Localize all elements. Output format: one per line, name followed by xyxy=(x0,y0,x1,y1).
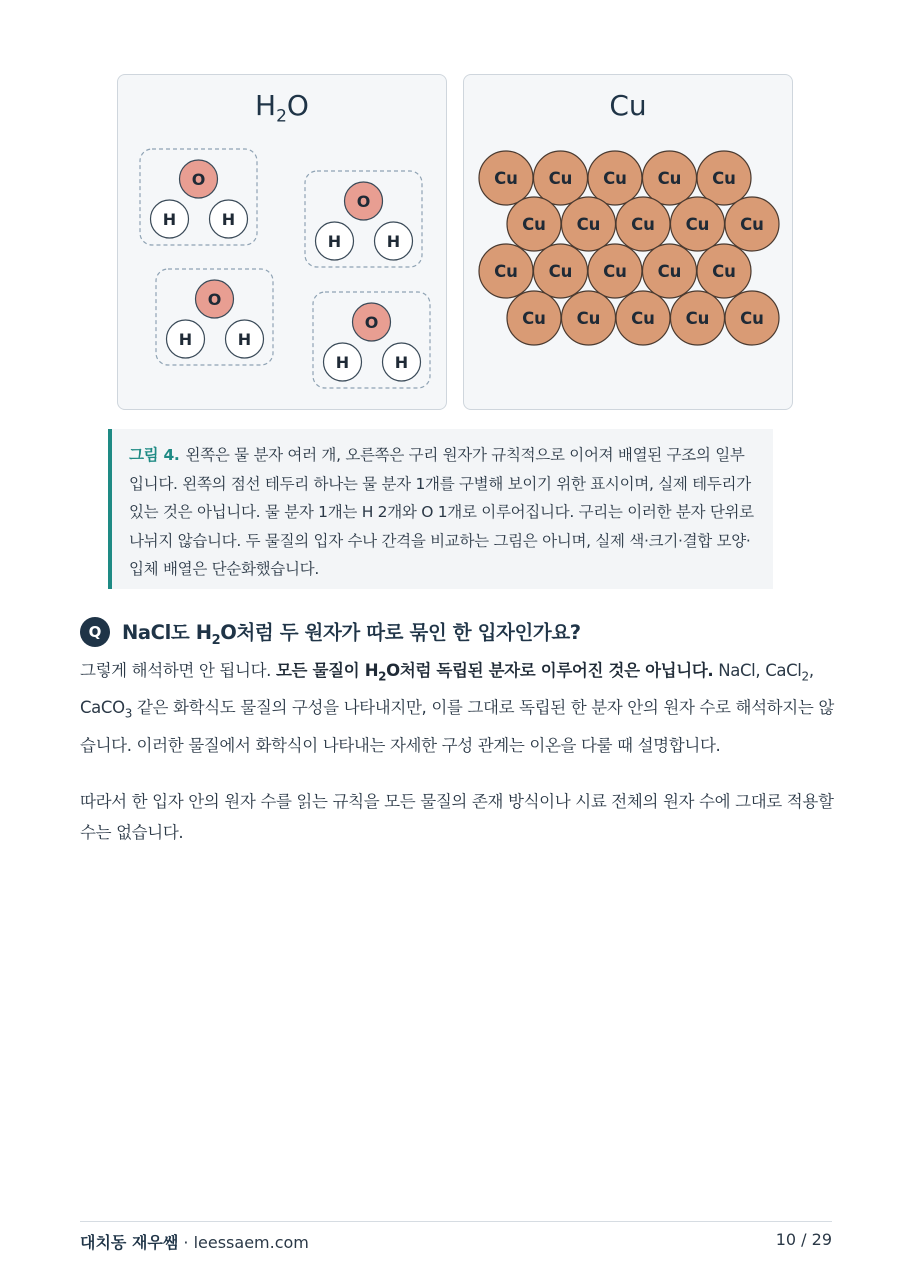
oxygen-atom xyxy=(345,182,383,220)
copper-atom-label: Cu xyxy=(712,262,736,281)
copper-atom xyxy=(616,197,670,251)
copper-atom-label: Cu xyxy=(576,309,601,328)
footer-divider xyxy=(80,1221,832,1222)
question-text: NaCl도 $H_2O$처럼 두 원자가 따로 묶인 한 입자인가요? xyxy=(122,620,581,648)
copper-atom-label: Cu xyxy=(576,215,601,234)
copper-atom-label: Cu xyxy=(631,215,655,234)
copper-atom-label: Cu xyxy=(603,262,627,281)
copper-atom-label: Cu xyxy=(712,169,736,188)
page-number: 10 / 29 xyxy=(775,1230,832,1249)
copper-atom-label: Cu xyxy=(548,262,573,281)
footer-brand-line: 대치동 재우쌤 · leessaem.com xyxy=(80,1233,309,1252)
copper-atom xyxy=(643,151,697,205)
copper-atom-label: Cu xyxy=(685,309,710,328)
footer-brand: 대치동 재우쌤 xyxy=(80,1233,179,1252)
hydrogen-atom-label: H xyxy=(237,330,252,349)
copper-lattice-diagram xyxy=(464,75,794,411)
hydrogen-atom-label: H xyxy=(327,232,342,251)
caption-label: 그림 4. xyxy=(129,446,180,464)
copper-atom-label: Cu xyxy=(685,215,710,234)
h2o-panel xyxy=(117,74,447,410)
copper-atom-label: Cu xyxy=(603,169,627,188)
copper-atom xyxy=(697,244,751,298)
hydrogen-atom-label: H xyxy=(335,353,350,372)
copper-atom-label: Cu xyxy=(740,215,764,234)
copper-atom-label: Cu xyxy=(657,169,682,188)
copper-atom-label: Cu xyxy=(548,169,573,188)
hydrogen-atom-label: H xyxy=(162,210,177,229)
water-molecule xyxy=(305,171,422,267)
hydrogen-atom-label: H xyxy=(221,210,236,229)
copper-atom xyxy=(479,151,533,205)
water-molecule xyxy=(156,269,273,365)
copper-atom-label: Cu xyxy=(657,262,682,281)
copper-atom xyxy=(562,291,616,345)
hydrogen-atom xyxy=(210,200,248,238)
footer-site: leessaem.com xyxy=(193,1233,309,1252)
hydrogen-atom-label: H xyxy=(178,330,193,349)
hydrogen-atom xyxy=(383,343,421,381)
question-heading xyxy=(80,616,581,648)
oxygen-atom xyxy=(180,160,218,198)
copper-atom-label: Cu xyxy=(494,262,518,281)
copper-atom xyxy=(562,197,616,251)
oxygen-atom-label: O xyxy=(191,170,206,189)
copper-atom-label: Cu xyxy=(494,169,518,188)
copper-atom xyxy=(588,244,642,298)
copper-atom xyxy=(534,244,588,298)
caption-text: 왼쪽은 물 분자 여러 개, 오른쪽은 구리 원자가 규칙적으로 이어져 배열된 구조의 일부입니다. 왼쪽의 점선 테두리 하나는 물 분자 1개를 구별해 보이기 위한 표시이며, 실제 테두리가 있는 것은 아닙니다. 물 분자 1개는 H 2개와 O 1개로 이루어집니다. 구리는 이러한 분자 단위로 나뉘지 않습니다. 두 물질의 입자 수나 간격을 비교하는 그림은 아니며, 실제 색·크기·결합 모양·입체 배열은 단순화했습니다. xyxy=(129,446,754,578)
hydrogen-atom xyxy=(167,320,205,358)
hydrogen-atom xyxy=(375,222,413,260)
copper-atom xyxy=(697,151,751,205)
hydrogen-atom xyxy=(324,343,362,381)
water-molecule xyxy=(140,149,257,245)
hydrogen-atom xyxy=(151,200,189,238)
oxygen-atom xyxy=(196,280,234,318)
h2o-panel-title: $H_2O$ xyxy=(255,89,309,127)
copper-atom-label: Cu xyxy=(522,309,546,328)
question-badge: Q xyxy=(80,617,110,647)
copper-atom xyxy=(725,291,779,345)
copper-atom xyxy=(534,151,588,205)
copper-atom xyxy=(479,244,533,298)
water-molecule xyxy=(313,292,430,388)
hydrogen-atom xyxy=(226,320,264,358)
water-molecules-diagram xyxy=(118,75,448,411)
oxygen-atom-label: O xyxy=(207,290,222,309)
oxygen-atom xyxy=(353,303,391,341)
copper-atom-label: Cu xyxy=(740,309,764,328)
oxygen-atom-label: O xyxy=(356,192,371,211)
cu-panel xyxy=(463,74,793,410)
copper-atom xyxy=(507,291,561,345)
answer-emphasis: 모든 물질이 $H_2O$처럼 독립된 분자로 이루어진 것은 아닙니다. xyxy=(275,661,714,684)
hydrogen-atom-label: H xyxy=(394,353,409,372)
answer-paragraph-1: 그렇게 해석하면 안 됩니다. 모든 물질이 $H_2O$처럼 독립된 분자로 이루어진 것은 아닙니다. NaCl, CaCl$_2$, CaCO$_3$ 같은 화학식도 물질의 구성을 나타내지만, 이를 그대로 독립된 한 분자 안의 원자 수로 해석하지는 않습니다. 이러한 물질에서 화학식이 나타내는 자세한 구성 관계는 이온을 다룰 때 설명합니다. xyxy=(80,661,834,755)
copper-atom xyxy=(671,197,725,251)
copper-atom xyxy=(507,197,561,251)
answer-paragraph-2: 따라서 한 입자 안의 원자 수를 읽는 규칙을 모든 물질의 존재 방식이나 시료 전체의 원자 수에 그대로 적용할 수는 없습니다. xyxy=(80,792,834,842)
copper-atom xyxy=(588,151,642,205)
copper-atom-label: Cu xyxy=(631,309,655,328)
hydrogen-atom-label: H xyxy=(386,232,401,251)
hydrogen-atom xyxy=(316,222,354,260)
figure-caption xyxy=(108,429,773,589)
copper-atom xyxy=(643,244,697,298)
copper-atom xyxy=(671,291,725,345)
cu-panel-title: Cu xyxy=(609,89,647,122)
copper-atom xyxy=(616,291,670,345)
copper-atom xyxy=(725,197,779,251)
copper-atom-label: Cu xyxy=(522,215,546,234)
oxygen-atom-label: O xyxy=(364,313,379,332)
